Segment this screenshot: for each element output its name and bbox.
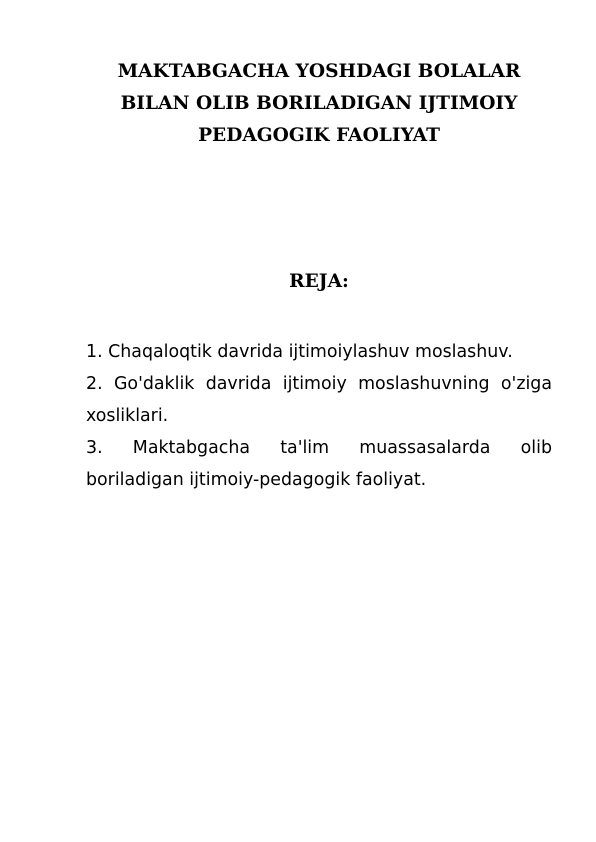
document-title: [86, 56, 552, 152]
plan-heading: REJA:: [289, 271, 349, 292]
title-line: MAKTABGACHA YOSHDAGI BOLALAR: [117, 61, 521, 82]
title-line: BILAN OLIB BORILADIGAN IJTIMOIY: [120, 93, 518, 114]
title-line: PEDAGOGIK FAOLIYAT: [198, 125, 440, 146]
plan-list: [86, 336, 552, 496]
plan-item: 1. Chaqaloqtik davrida ijtimoiylashuv moslashuv.: [86, 342, 513, 362]
plan-item: 2. Go'daklik davrida ijtimoiy moslashuvning o'ziga xosliklari.: [86, 374, 552, 426]
plan-item: 3. Maktabgacha ta'lim muassasalarda olib boriladigan ijtimoiy-pedagogik faoliyat.: [86, 438, 552, 490]
